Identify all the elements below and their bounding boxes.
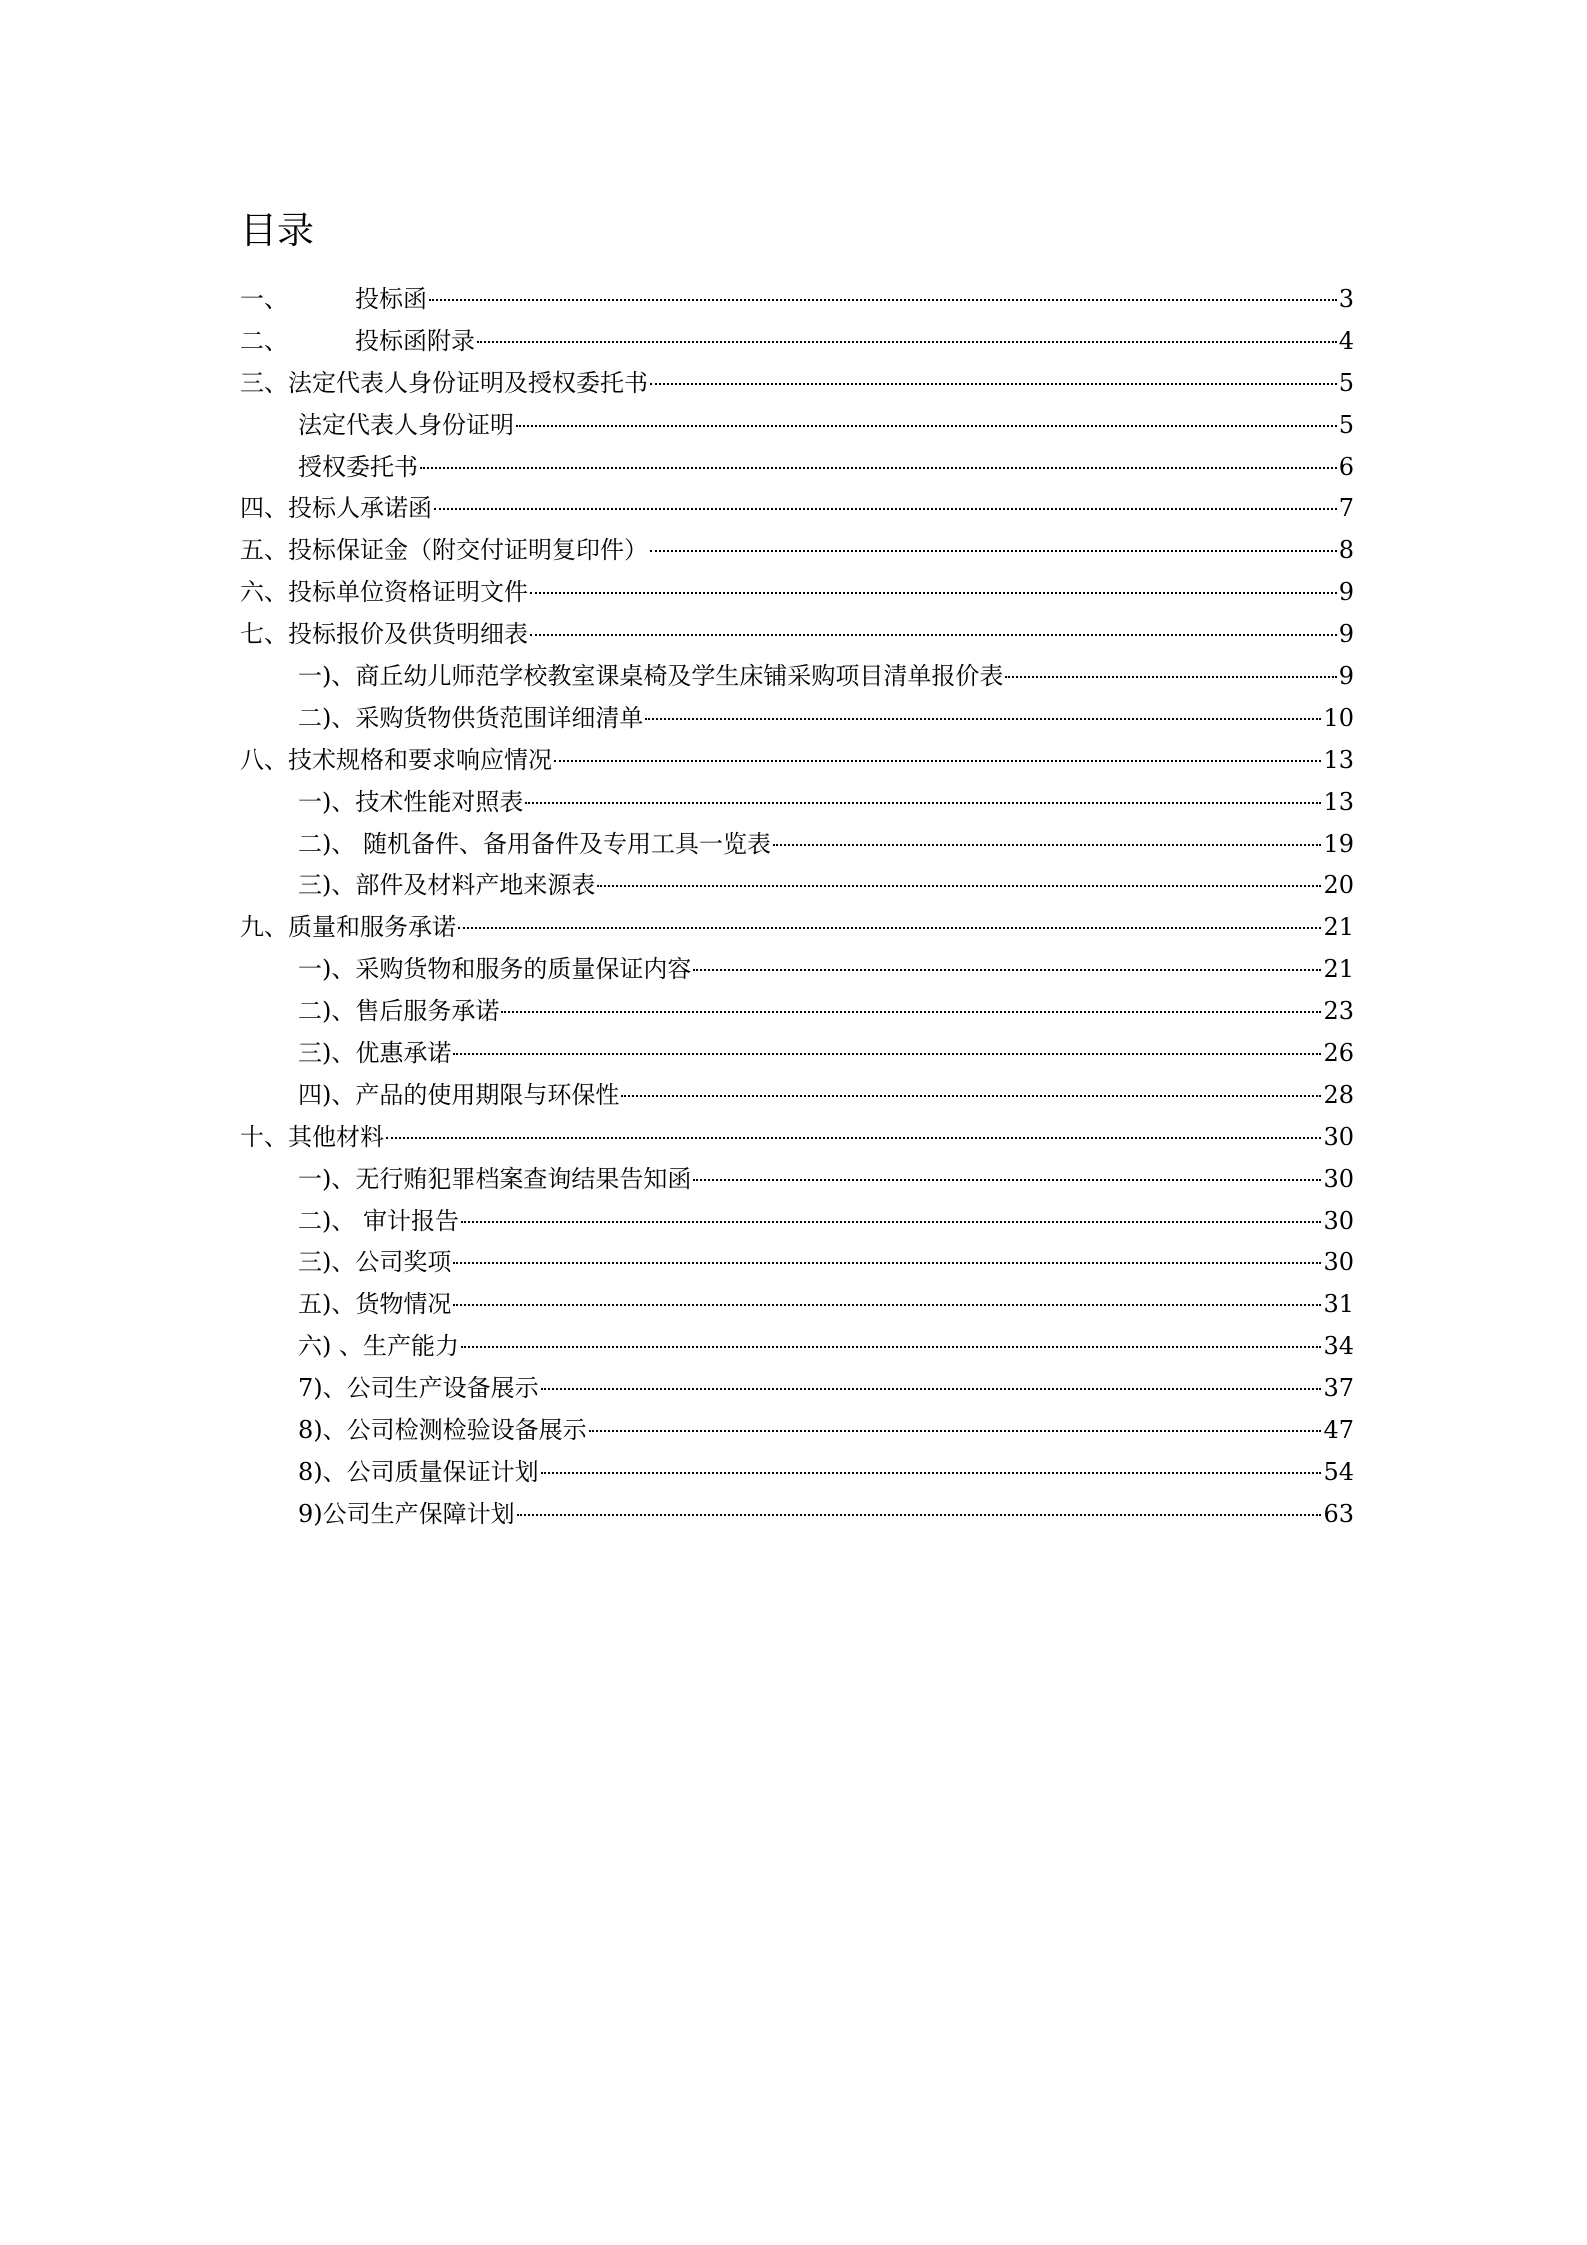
toc-entry-text: 六、投标单位资格证明文件 xyxy=(240,578,528,607)
toc-entry-page-number: 30 xyxy=(1323,1206,1354,1235)
toc-entry-text: 一)、采购货物和服务的质量保证内容 xyxy=(298,955,692,984)
toc-entry-text: 投标函 xyxy=(355,285,427,313)
toc-dot-leader xyxy=(693,1179,1321,1181)
toc-entry[interactable] xyxy=(240,1284,1354,1326)
toc-dot-leader xyxy=(477,341,1337,343)
toc-entry-page-number: 54 xyxy=(1323,1457,1354,1486)
toc-entry-page-number: 6 xyxy=(1338,452,1354,481)
toc-entry[interactable] xyxy=(240,1368,1354,1410)
toc-entry-page-number: 9 xyxy=(1338,620,1354,649)
toc-entry-text: 二)、采购货物供货范围详细清单 xyxy=(298,703,644,732)
toc-dot-leader xyxy=(589,1430,1322,1432)
toc-entry-page-number: 63 xyxy=(1323,1499,1354,1528)
toc-entry-text: 四)、产品的使用期限与环保性 xyxy=(298,1080,620,1109)
toc-entry-text: 二)、售后服务承诺 xyxy=(298,997,500,1026)
toc-entry-text: 三、法定代表人身份证明及授权委托书 xyxy=(240,368,648,397)
toc-entry[interactable] xyxy=(240,363,1354,405)
toc-entry[interactable] xyxy=(240,782,1354,824)
toc-entry[interactable] xyxy=(240,572,1354,614)
toc-entry[interactable] xyxy=(240,740,1354,782)
toc-entry[interactable] xyxy=(240,1201,1354,1243)
toc-entry-page-number: 13 xyxy=(1323,745,1354,774)
toc-dot-leader xyxy=(554,760,1321,762)
toc-entry-text: 四、投标人承诺函 xyxy=(240,494,432,523)
toc-dot-leader xyxy=(420,467,1337,469)
toc-entry-text: 8)、公司检测检验设备展示 xyxy=(298,1416,587,1445)
toc-dot-leader xyxy=(517,1514,1322,1516)
toc-entry-text: 三)、公司奖项 xyxy=(298,1248,452,1277)
toc-entry-text: 9)公司生产保障计划 xyxy=(298,1499,515,1528)
toc-entry-text: 授权委托书 xyxy=(298,452,418,481)
toc-entry-page-number: 20 xyxy=(1323,871,1354,900)
toc-dot-leader xyxy=(621,1095,1321,1097)
toc-entry-text: 三)、优惠承诺 xyxy=(298,1039,452,1068)
toc-entry-page-number: 13 xyxy=(1323,787,1354,816)
toc-entry[interactable] xyxy=(240,656,1354,698)
toc-dot-leader xyxy=(530,634,1337,636)
toc-dot-leader xyxy=(530,592,1337,594)
toc-entry-page-number: 9 xyxy=(1338,578,1354,607)
toc-entry[interactable] xyxy=(240,405,1354,447)
toc-entry[interactable] xyxy=(240,949,1354,991)
toc-entry-page-number: 31 xyxy=(1323,1290,1354,1319)
toc-entry[interactable] xyxy=(240,1075,1354,1117)
toc-entry-page-number: 9 xyxy=(1338,662,1354,691)
toc-dot-leader xyxy=(645,718,1321,720)
toc-title: 目录 xyxy=(240,209,314,252)
toc-entry-page-number: 7 xyxy=(1338,494,1354,523)
toc-entry-text: 二)、 审计报告 xyxy=(298,1206,459,1235)
toc-entry[interactable] xyxy=(240,991,1354,1033)
toc-dot-leader xyxy=(429,299,1337,301)
toc-dot-leader xyxy=(773,844,1321,846)
toc-entry-page-number: 30 xyxy=(1323,1248,1354,1277)
toc-entry-page-number: 10 xyxy=(1323,703,1354,732)
toc-entry[interactable] xyxy=(240,614,1354,656)
toc-entry[interactable] xyxy=(240,1242,1354,1284)
toc-entry-page-number: 23 xyxy=(1323,997,1354,1026)
toc-entry[interactable] xyxy=(240,447,1354,489)
toc-entry-page-number: 8 xyxy=(1338,536,1354,565)
toc-entry-number: 二、 xyxy=(240,326,288,355)
toc-entry-page-number: 30 xyxy=(1323,1122,1354,1151)
toc-entry-page-number: 26 xyxy=(1323,1039,1354,1068)
toc-entry[interactable] xyxy=(240,1033,1354,1075)
toc-dot-leader xyxy=(458,927,1321,929)
toc-dot-leader xyxy=(461,1221,1321,1223)
toc-dot-leader xyxy=(650,550,1337,552)
toc-dot-leader xyxy=(1005,676,1336,678)
toc-entry[interactable] xyxy=(240,1494,1354,1536)
toc-dot-leader xyxy=(597,885,1321,887)
toc-entry-text: 五、投标保证金（附交付证明复印件） xyxy=(240,536,648,565)
toc-entry[interactable] xyxy=(240,279,1354,321)
toc-entry[interactable] xyxy=(240,1326,1354,1368)
toc-entry-page-number: 4 xyxy=(1338,326,1354,355)
toc-dot-leader xyxy=(453,1304,1321,1306)
toc-entry-text: 十、其他材料 xyxy=(240,1122,384,1151)
toc-entry[interactable] xyxy=(240,530,1354,572)
toc-entry[interactable] xyxy=(240,824,1354,866)
toc-dot-leader xyxy=(541,1388,1322,1390)
toc-dot-leader xyxy=(541,1472,1322,1474)
toc-entry-page-number: 37 xyxy=(1323,1374,1354,1403)
toc-entry[interactable] xyxy=(240,1159,1354,1201)
toc-dot-leader xyxy=(386,1137,1321,1139)
toc-dot-leader xyxy=(693,969,1321,971)
toc-entry[interactable] xyxy=(240,1410,1354,1452)
toc-entry-page-number: 47 xyxy=(1323,1416,1354,1445)
toc-entry-page-number: 3 xyxy=(1338,285,1354,313)
toc-entry[interactable] xyxy=(240,698,1354,740)
toc-entry-page-number: 21 xyxy=(1323,955,1354,984)
toc-dot-leader xyxy=(453,1262,1321,1264)
toc-entry-text: 五)、货物情况 xyxy=(298,1290,452,1319)
toc-entry[interactable] xyxy=(240,321,1354,363)
toc-list xyxy=(240,279,1354,1536)
toc-entry[interactable] xyxy=(240,907,1354,949)
toc-entry-page-number: 28 xyxy=(1323,1080,1354,1109)
toc-entry-number: 一、 xyxy=(240,285,288,313)
toc-entry-text: 法定代表人身份证明 xyxy=(298,410,514,439)
toc-entry[interactable] xyxy=(240,1117,1354,1159)
toc-dot-leader xyxy=(453,1053,1321,1055)
toc-entry[interactable] xyxy=(240,1452,1354,1494)
toc-entry-text: 三)、部件及材料产地来源表 xyxy=(298,871,596,900)
toc-entry-text: 一)、无行贿犯罪档案查询结果告知函 xyxy=(298,1164,692,1193)
toc-entry-text: 六) 、生产能力 xyxy=(298,1332,459,1361)
toc-entry[interactable] xyxy=(240,865,1354,907)
toc-entry-text: 一)、技术性能对照表 xyxy=(298,787,524,816)
toc-entry-page-number: 5 xyxy=(1338,368,1354,397)
toc-entry-page-number: 30 xyxy=(1323,1164,1354,1193)
toc-entry-page-number: 34 xyxy=(1323,1332,1354,1361)
toc-dot-leader xyxy=(434,508,1337,510)
toc-entry[interactable] xyxy=(240,488,1354,530)
toc-entry-text: 九、质量和服务承诺 xyxy=(240,913,456,942)
toc-entry-text: 投标函附录 xyxy=(355,326,475,355)
toc-entry-page-number: 21 xyxy=(1323,913,1354,942)
toc-entry-page-number: 19 xyxy=(1323,829,1354,858)
toc-entry-page-number: 5 xyxy=(1338,410,1354,439)
toc-entry-text: 七、投标报价及供货明细表 xyxy=(240,620,528,649)
toc-entry-text: 8)、公司质量保证计划 xyxy=(298,1457,539,1486)
toc-dot-leader xyxy=(516,425,1337,427)
toc-dot-leader xyxy=(501,1011,1321,1013)
toc-dot-leader xyxy=(461,1346,1321,1348)
toc-entry-text: 二)、 随机备件、备用备件及专用工具一览表 xyxy=(298,829,771,858)
toc-entry-text: 7)、公司生产设备展示 xyxy=(298,1374,539,1403)
toc-entry-text: 八、技术规格和要求响应情况 xyxy=(240,745,552,774)
toc-dot-leader xyxy=(650,383,1337,385)
toc-entry-text: 一)、商丘幼儿师范学校教室课桌椅及学生床铺采购项目清单报价表 xyxy=(298,662,1004,691)
toc-dot-leader xyxy=(525,802,1321,804)
